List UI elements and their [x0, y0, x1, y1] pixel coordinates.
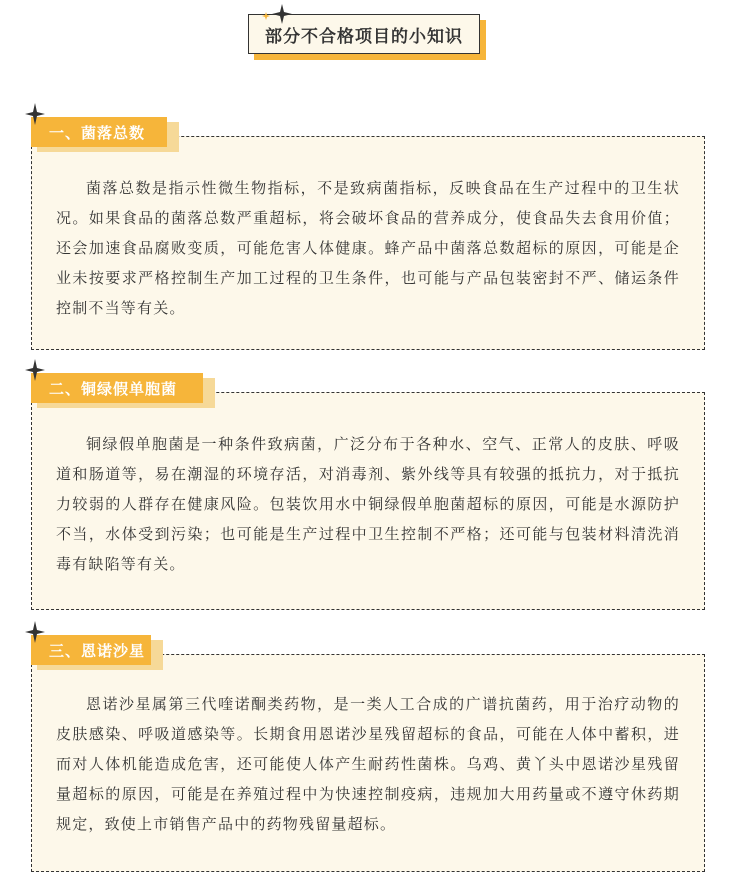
page-title: 部分不合格项目的小知识 — [248, 14, 480, 54]
section-heading-2: 二、铜绿假单胞菌 — [31, 373, 203, 403]
section-panel-3 — [31, 654, 705, 872]
sparkle-icon — [25, 359, 45, 381]
section-heading-tag-1 — [31, 117, 211, 157]
sparkle-icon — [25, 103, 45, 125]
sparkle-icon — [25, 621, 45, 643]
section-heading-tag-2 — [31, 373, 211, 413]
section-panel-2 — [31, 392, 705, 610]
section-body-3: 恩诺沙星属第三代喹诺酮类药物，是一类人工合成的广谱抗菌药，用于治疗动物的皮肤感染、呼吸道感染等。长期食用恩诺沙星残留超标的食品，可能在人体中蓄积，进而对人体机能造成危害，还可能使人体产生耐药性菌株。乌鸡、黄丫头中恩诺沙星残留量超标的原因，可能是在养殖过程中为快速控制疫病，违规加大用药量或不遵守休药期规定，致使上市销售产品中的药物残留量超标。 — [56, 695, 680, 833]
section-body-2: 铜绿假单胞菌是一种条件致病菌，广泛分布于各种水、空气、正常人的皮肤、呼吸道和肠道等，易在潮湿的环境存活，对消毒剂、紫外线等具有较强的抵抗力，对于抵抗力较弱的人群存在健康风险。包装饮用水中铜绿假单胞菌超标的原因，可能是水源防护不当，水体受到污染；也可能是生产过程中卫生控制不严格；还可能与包装材料清洗消毒有缺陷等有关。 — [56, 435, 680, 573]
section-heading-tag-3 — [31, 635, 211, 675]
section-body-1: 菌落总数是指示性微生物指标，不是致病菌指标，反映食品在生产过程中的卫生状况。如果食品的菌落总数严重超标，将会破坏食品的营养成分，使食品失去食用价值；还会加速食品腐败变质，可能危害人体健康。蜂产品中菌落总数超标的原因，可能是企业未按要求严格控制生产加工过程的卫生条件，也可能与产品包装密封不严、储运条件控制不当等有关。 — [56, 179, 680, 317]
section-panel-1 — [31, 136, 705, 350]
section-heading-1: 一、菌落总数 — [31, 117, 167, 147]
page-title-banner — [248, 14, 486, 60]
sparkle-icon — [258, 4, 292, 24]
section-heading-3: 三、恩诺沙星 — [31, 635, 151, 665]
